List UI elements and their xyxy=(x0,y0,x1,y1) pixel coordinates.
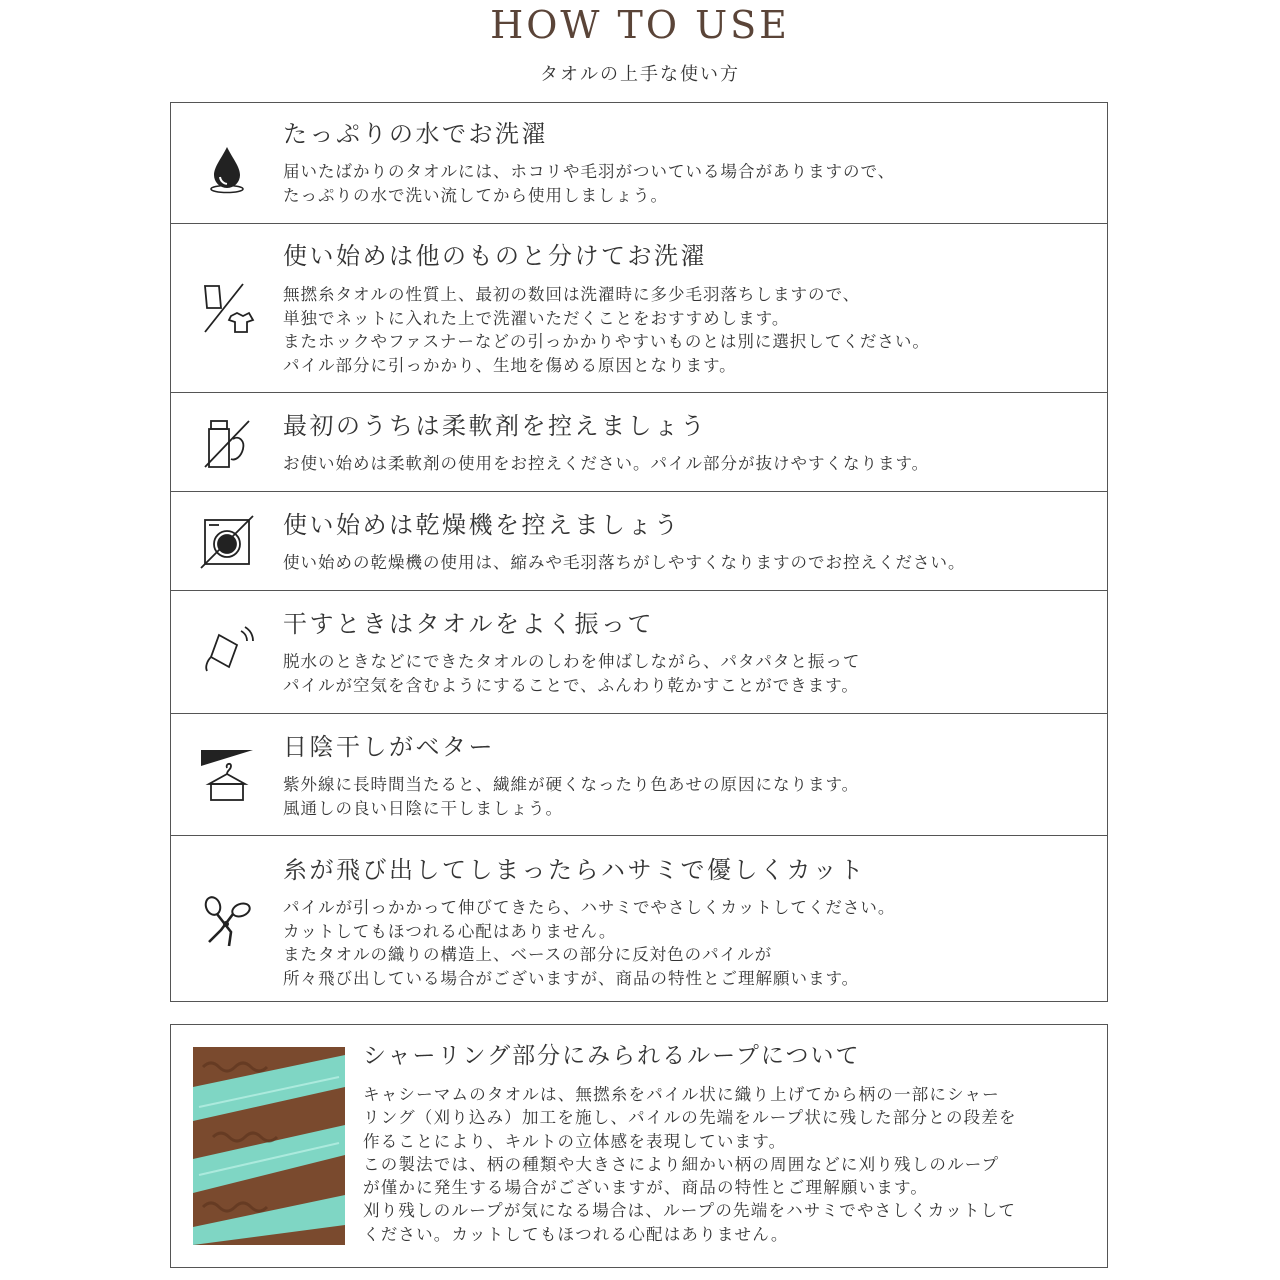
item-heading: 日陰干しがベター xyxy=(283,733,495,761)
body-line: リング（刈り込み）加工を施し、パイルの先端をループ状に残した部分との段差を xyxy=(363,1108,1017,1128)
body-line: ください。カットしてもほつれる心配はありません。 xyxy=(363,1224,789,1244)
no-dryer-icon xyxy=(199,514,255,570)
item-body xyxy=(283,551,966,575)
scissors-icon xyxy=(199,892,255,948)
item-heading: 糸が飛び出してしまったらハサミで優しくカット xyxy=(283,856,866,884)
body-line: 単独でネットに入れた上で洗濯いただくことをおすすめします。 xyxy=(283,308,790,328)
wash-separately-icon xyxy=(199,280,255,336)
item-heading: 干すときはタオルをよく振って xyxy=(283,610,654,638)
list-item-wash-separately xyxy=(171,223,1107,392)
body-line: パイルが引っかかって伸びてきたら、ハサミでやさしくカットしてください。 xyxy=(283,898,896,917)
item-heading: たっぷりの水でお洗濯 xyxy=(283,120,548,148)
body-line: 紫外線に長時間当たると、繊維が硬くなったり色あせの原因になります。 xyxy=(283,775,860,794)
list-item-wash-water xyxy=(171,103,1107,223)
body-line: キャシーマムのタオルは、無撚糸をパイル状に織り上げてから柄の一部にシャー xyxy=(363,1085,1000,1104)
body-line: 使い始めの乾燥機の使用は、縮みや毛羽落ちがしやすくなりますのでお控えください。 xyxy=(283,553,966,572)
item-heading: 使い始めは乾燥機を控えましょう xyxy=(283,511,681,539)
shade-dry-icon xyxy=(199,746,255,802)
list-item-shake xyxy=(171,590,1107,713)
list-item-dryer xyxy=(171,491,1107,590)
body-line: 所々飛び出している場合がございますが、商品の特性とご理解願います。 xyxy=(283,968,860,988)
body-line: またタオルの織りの構造上、ベースの部分に反対色のパイルが xyxy=(283,945,773,964)
note-heading: シャーリング部分にみられるループについて xyxy=(363,1043,861,1069)
item-body xyxy=(283,773,859,820)
note-body xyxy=(363,1083,1017,1246)
item-body xyxy=(283,896,895,990)
body-line: この製法では、柄の種類や大きさにより細かい柄の周囲などに刈り残しのループ xyxy=(363,1154,1000,1174)
body-line: が僅かに発生する場合がございますが、商品の特性とご理解願います。 xyxy=(363,1178,929,1198)
item-heading: 最初のうちは柔軟剤を控えましょう xyxy=(283,412,707,440)
shake-towel-icon xyxy=(199,623,255,679)
body-line: またホックやファスナーなどの引っかかりやすいものとは別に選択してください。 xyxy=(283,332,930,351)
body-line: パイルが空気を含むようにすることで、ふんわり乾かすことができます。 xyxy=(283,675,859,695)
body-line: 無撚糸タオルの性質上、最初の数回は洗濯時に多少毛羽落ちしますので、 xyxy=(283,285,861,304)
body-line: お使い始めは柔軟剤の使用をお控えください。パイル部分が抜けやすくなります。 xyxy=(283,454,930,473)
body-line: 刈り残しのループが気になる場合は、ループの先端をハサミでやさしくカットして xyxy=(363,1201,1017,1221)
body-line: カットしてもほつれる心配はありません。 xyxy=(283,921,617,941)
shearing-loop-note xyxy=(170,1024,1108,1268)
page-subtitle: タオルの上手な使い方 xyxy=(540,64,740,85)
item-heading: 使い始めは他のものと分けてお洗濯 xyxy=(283,242,707,270)
item-body xyxy=(283,283,930,377)
list-item-scissors xyxy=(171,835,1107,1001)
item-body xyxy=(283,650,860,697)
page-title: HOW TO USE xyxy=(490,3,790,47)
body-line: 脱水のときなどにできたタオルのしわを伸ばしながら、パタパタと振って xyxy=(283,652,861,671)
body-line: パイル部分に引っかかり、生地を傷める原因となります。 xyxy=(283,355,737,375)
body-line: たっぷりの水で洗い流してから使用しましょう。 xyxy=(283,185,668,205)
body-line: 作ることにより、キルトの立体感を表現しています。 xyxy=(363,1131,787,1151)
towel-loop-closeup-photo xyxy=(193,1047,345,1245)
list-item-shade-dry xyxy=(171,713,1107,835)
body-line: 届いたばかりのタオルには、ホコリや毛羽がついている場合がありますので、 xyxy=(283,162,896,181)
how-to-use-list xyxy=(170,102,1108,1002)
body-line: 風通しの良い日陰に干しましょう。 xyxy=(283,798,563,818)
item-body xyxy=(283,160,895,207)
item-body xyxy=(283,452,929,476)
water-drop-icon xyxy=(199,139,255,195)
list-item-softener xyxy=(171,392,1107,491)
no-softener-icon xyxy=(199,415,255,471)
